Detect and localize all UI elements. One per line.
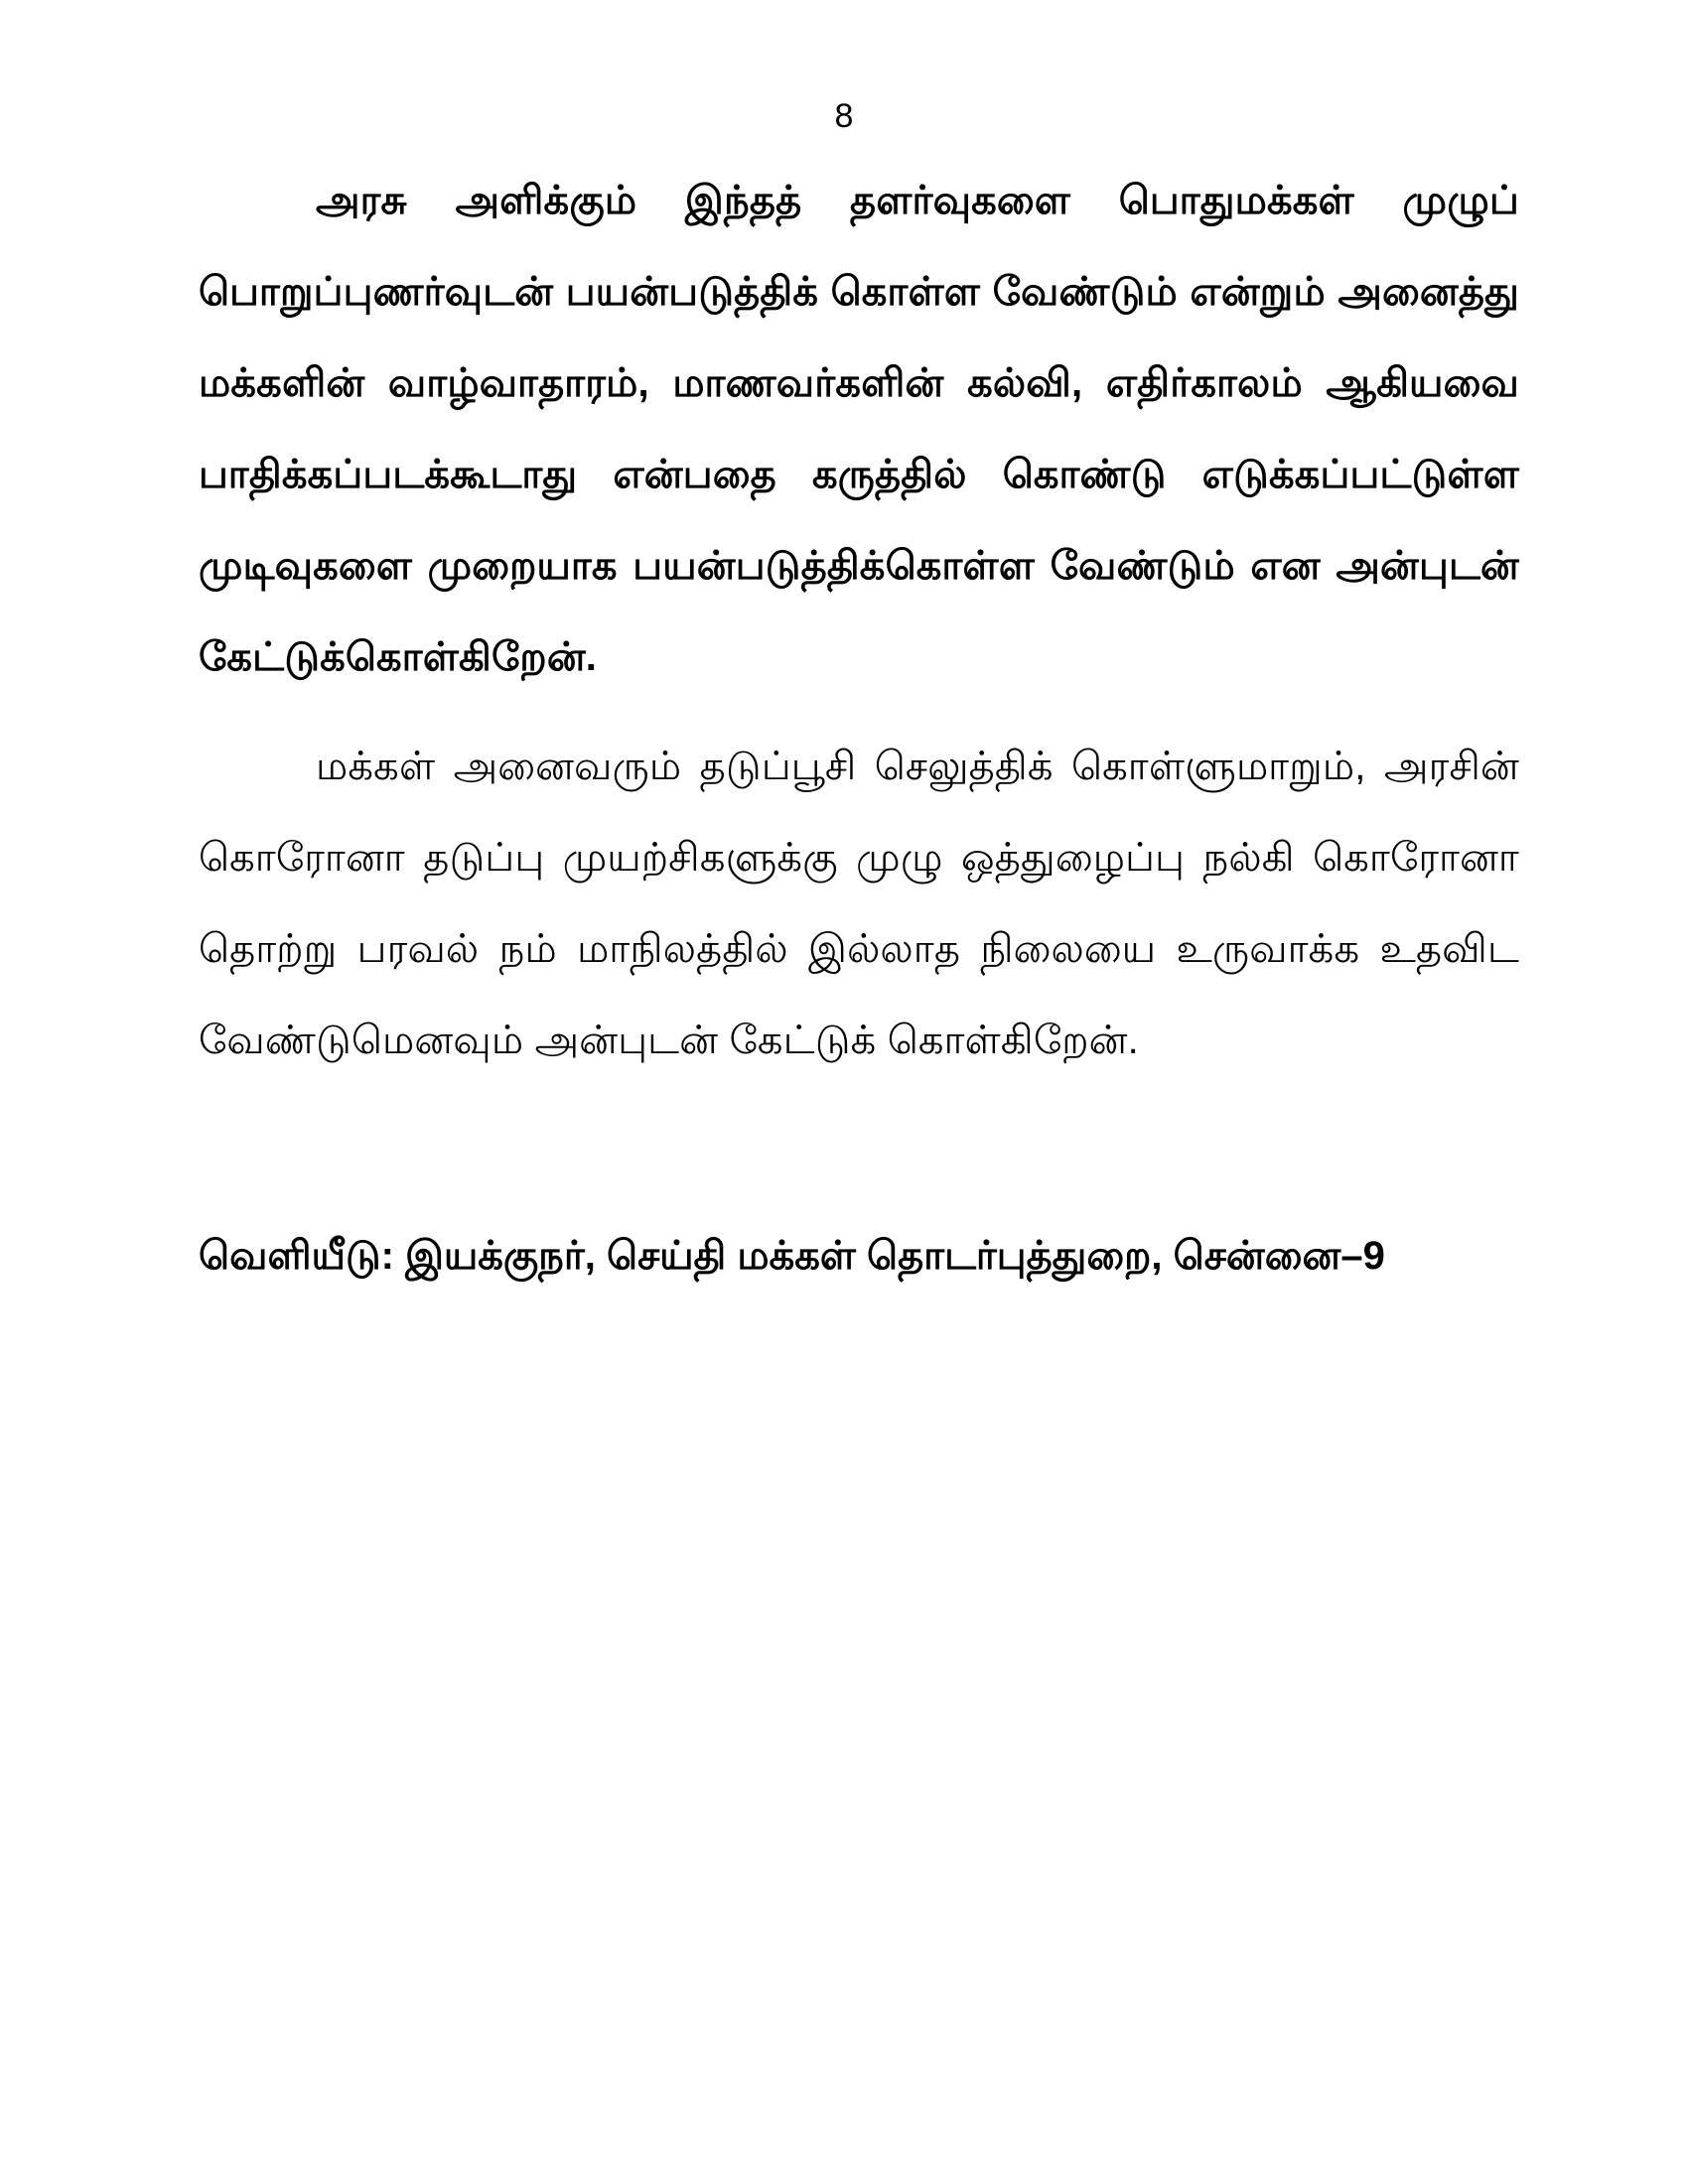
paragraph-line: அரசு அளிக்கும் இந்தத் தளர்வுகளை பொதுமக்கள் முழுப்: [316, 179, 1519, 222]
paragraph-line: முடிவுகளை முறையாக பயன்படுத்திக்கொள்ள வேண்டும் என அன்புடன்: [199, 544, 1519, 588]
paragraphs: [199, 155, 1519, 1086]
document-body: [199, 155, 1519, 1301]
paragraph-line: கொரோனா தடுப்பு முயற்சிகளுக்கு முழு ஒத்துழைப்பு நல்கி கொரோனா: [199, 836, 1519, 880]
paragraph-line: தொற்று பரவல் நம் மாநிலத்தில் இல்லாத நிலையை உருவாக்க உதவிட: [199, 927, 1519, 971]
publisher-line: வெளியீடு: இயக்குநர், செய்தி மக்கள் தொடர்புத்துறை, சென்னை–9: [199, 1234, 1385, 1278]
paragraph-1: [199, 155, 1519, 703]
paragraph-line: மக்களின் வாழ்வாதாரம், மாணவர்களின் கல்வி, எதிர்காலம் ஆகியவை: [199, 361, 1519, 405]
paragraph-line: வேண்டுமெனவும் அன்புடன் கேட்டுக் கொள்கிறேன்.: [199, 1019, 1139, 1062]
paragraph-line: மக்கள் அனைவரும் தடுப்பூசி செலுத்திக் கொள்ளுமாறும், அரசின்: [316, 745, 1519, 788]
paragraph-line: பாதிக்கப்படக்கூடாது என்பதை கருத்தில் கொண்டு எடுக்கப்பட்டுள்ள: [199, 453, 1519, 496]
paragraph-2: [199, 721, 1519, 1086]
paragraph-line: பொறுப்புணர்வுடன் பயன்படுத்திக் கொள்ள வேண்டும் என்றும் அனைத்து: [199, 270, 1519, 314]
page-number: 8: [834, 97, 854, 135]
paragraph-line: கேட்டுக்கொள்கிறேன்.: [199, 635, 598, 679]
